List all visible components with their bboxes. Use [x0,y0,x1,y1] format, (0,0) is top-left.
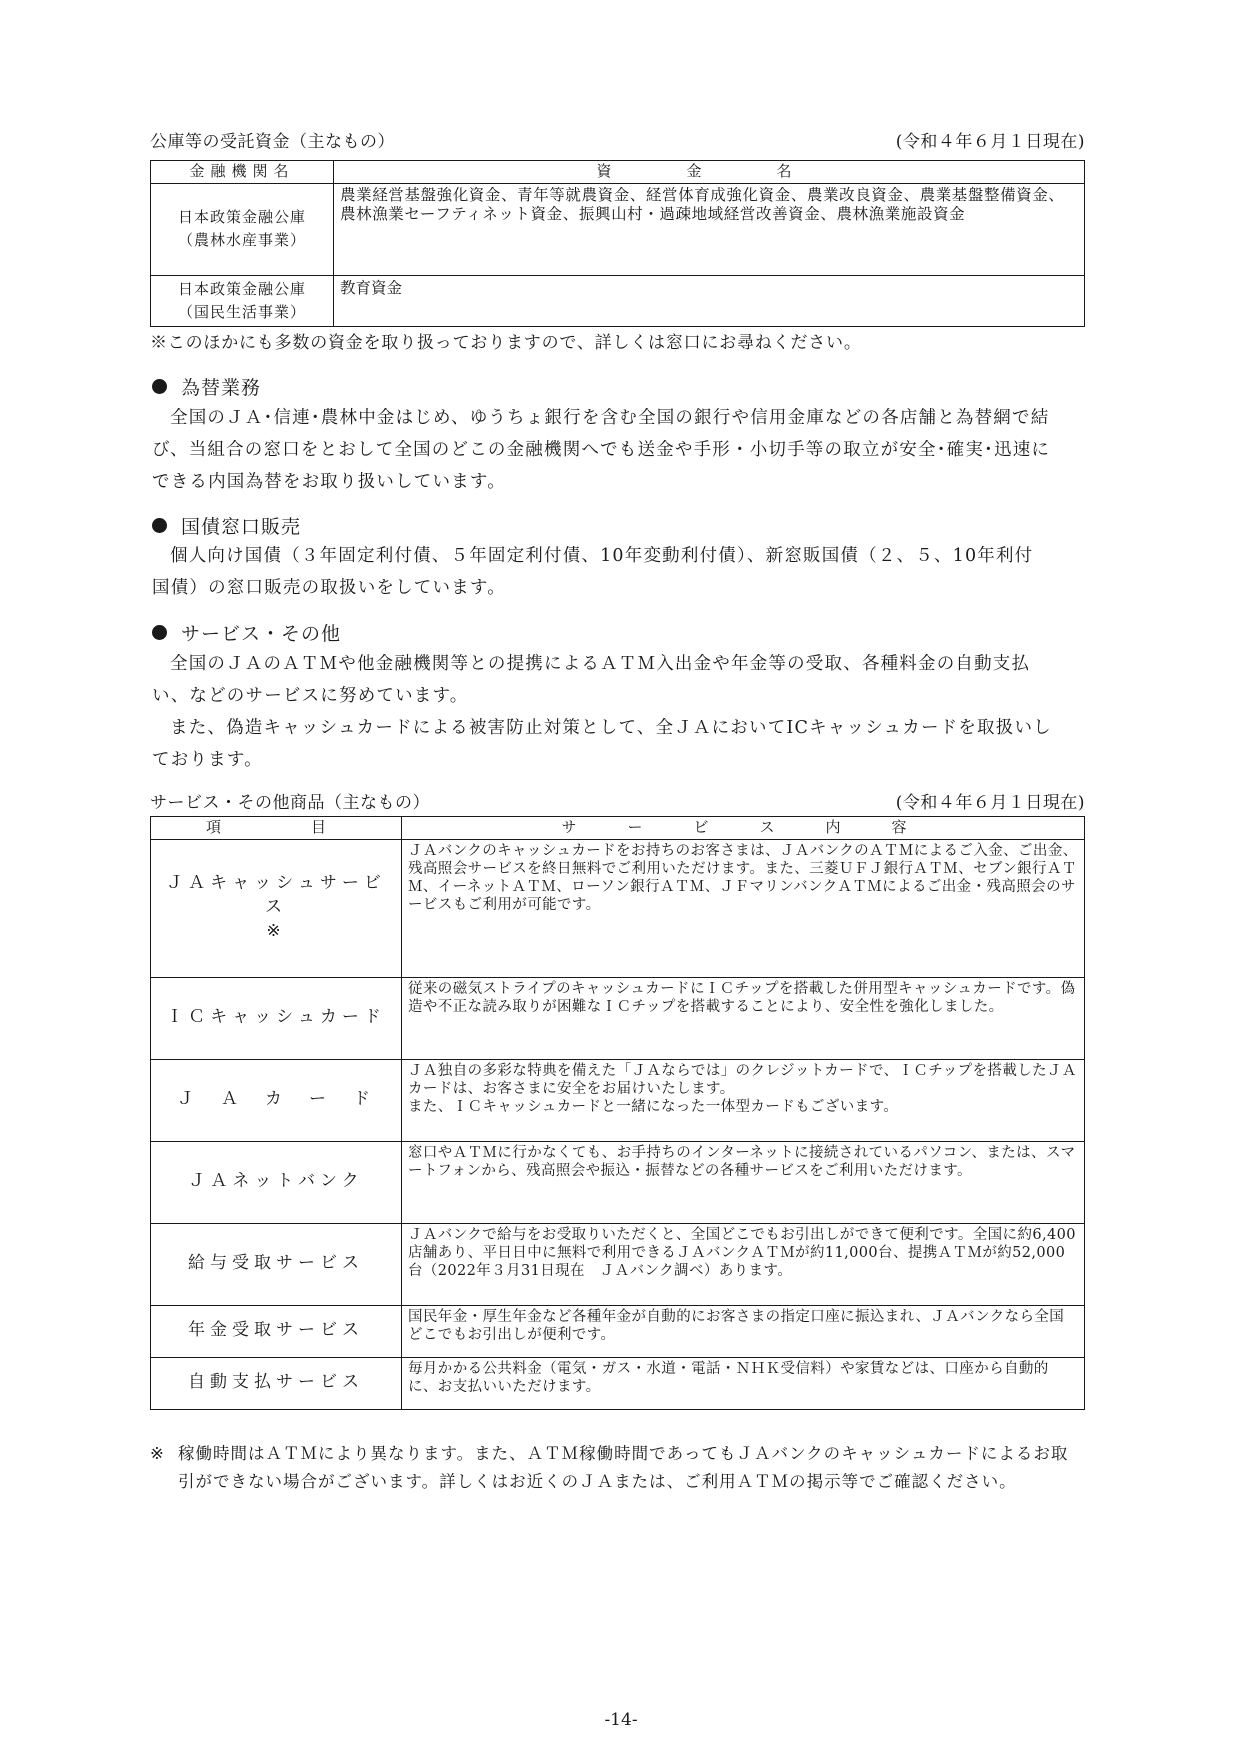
product-item-mark: ※ [266,920,286,941]
products-footnote [150,1440,1080,1496]
products-table [150,816,1085,1410]
institution-division: （国民生活事業） [177,302,306,321]
products-header-content: サ ー ビ ス 内 容 [402,817,1085,840]
section-exchange-title: 為替業務 [181,377,262,399]
table-row [151,977,1085,1059]
institution-cell [151,275,334,327]
table-row [151,275,1085,327]
bullet-icon [152,518,167,533]
section-services-text-2: また、偽造キャッシュカードによる被害防止対策として、全ＪＡにおいてICキャッシュカードを取扱いしております。 [152,718,1052,770]
product-item-cell [151,839,402,977]
loans-caption: 公庫等の受託資金（主なもの） [150,132,395,152]
loans-table [150,160,1085,327]
product-item-name: 自動支払サービス [151,1357,402,1409]
products-header-row [151,817,1085,840]
loans-header-funds: 資 金 名 [334,161,1085,184]
loans-caption-row [150,127,1085,152]
table-row [151,1305,1085,1357]
institution-name: 日本政策金融公庫 [177,279,306,298]
product-description: 国民年金・厚生年金など各種年金が自動的にお客さまの指定口座に振込まれ、ＪＡバンクなら全国どこでもお引出しが便利です。 [402,1305,1085,1357]
loans-header-institution: 金融機関名 [151,161,334,184]
table-row [151,1223,1085,1305]
section-services-title: サービス・その他 [181,623,342,645]
section-bonds-text: 個人向け国債（３年固定利付債、５年固定利付債、10年変動利付債）、新窓販国債（２、５、10年利付国債）の窓口販売の取扱いをしています。 [152,546,1034,598]
section-exchange-heading [152,373,261,400]
bullet-icon [152,379,167,394]
product-item-name: ＩＣキャッシュカード [151,977,402,1059]
section-bonds-title: 国債窓口販売 [181,516,302,538]
product-item-name: Ｊ Ａ カ ー ド [151,1059,402,1141]
products-as-of-date: (令和４年６月１日現在) [895,793,1085,813]
products-header-item: 項 目 [151,817,402,840]
section-services-heading [152,619,341,646]
table-row [151,183,1085,275]
section-exchange-text: 全国のＪＡ･信連･農林中金はじめ、ゆうちょ銀行を含む全国の銀行や信用金庫などの各店舗と為替網で結び、当組合の窓口をとおして全国のどこの金融機関へでも送金や手形・小切手等の取立が安全･確実･迅速にできる内国為替をお取り扱いしています。 [152,408,1051,492]
funds-cell: 教育資金 [334,275,1085,327]
institution-division: （農林水産事業） [177,231,306,249]
product-item-name: 給与受取サービス [151,1223,402,1305]
product-description: 毎月かかる公共料金（電気・ガス・水道・電話・ＮＨＫ受信料）や家賃などは、口座から自動的に、お支払いいただけます。 [402,1357,1085,1409]
product-item-name: ＪＡキャッシュサービス [166,873,386,918]
product-description: 窓口やＡＴＭに行かなくても、お手持ちのインターネットに接続されているパソコン、または、スマートフォンから、残高照会や振込・振替などの各種サービスをご利用いただけます。 [402,1141,1085,1223]
section-bonds-heading [152,512,301,539]
bullet-icon [152,625,167,640]
page-number: -14- [604,1710,638,1730]
table-row [151,1141,1085,1223]
product-description: 従来の磁気ストライプのキャッシュカードにＩＣチップを搭載した併用型キャッシュカードです。偽造や不正な読み取りが困難なＩＣチップを搭載することにより、安全性を強化しました。 [402,977,1085,1059]
loans-as-of-date: (令和４年６月１日現在) [895,132,1085,152]
table-row [151,1059,1085,1141]
footnote-mark: ※ [150,1444,165,1463]
product-item-name: 年金受取サービス [151,1305,402,1357]
loans-header-row [151,161,1085,184]
product-description: ＪＡバンクのキャッシュカードをお持ちのお客さまは、ＪＡバンクのＡＴＭによるご入金、ご出金、残高照会サービスを終日無料でご利用いただけます。また、三菱ＵＦＪ銀行ＡＴＭ、セブン銀行ＡＴＭ、イーネットＡＴＭ、ローソン銀行ＡＴＭ、ＪＦマリンバンクＡＴＭによるご出金・残高照会のサービスもご利用が可能です。 [402,839,1085,977]
product-description: ＪＡバンクで給与をお受取りいただくと、全国どこでもお引出しができて便利です。全国に約6,400店舗あり、平日日中に無料で利用できるＪＡバンクＡＴＭが約11,000台、提携ＡＴＭが約52,000台（2022年３月31日現在 ＪＡバンク調べ）あります。 [402,1223,1085,1305]
footnote-text: 稼働時間はＡＴＭにより異なります。また、ＡＴＭ稼働時間であってもＪＡバンクのキャッシュカードによるお取引ができない場合がございます。詳しくはお近くのＪＡまたは、ご利用ＡＴＭの掲示等でご確認ください。 [178,1444,1069,1491]
products-caption-row [150,788,1085,813]
products-caption: サービス・その他商品（主なもの） [150,793,430,813]
table-row [151,1357,1085,1409]
institution-cell [151,183,334,275]
institution-name: 日本政策金融公庫 [177,207,306,226]
product-item-name: ＪＡネットバンク [151,1141,402,1223]
funds-cell: 農業経営基盤強化資金、青年等就農資金、経営体育成強化資金、農業改良資金、農業基盤整備資金、農林漁業セーフティネット資金、振興山村・過疎地域経営改善資金、農林漁業施設資金 [334,183,1085,275]
table-row [151,839,1085,977]
section-services-text-1: 全国のＪＡのＡＴＭや他金融機関等との提携によるＡＴＭ入出金や年金等の受取、各種料金の自動支払い、などのサービスに努めています。 [152,654,1031,706]
product-description: ＪＡ独自の多彩な特典を備えた「ＪＡならでは」のクレジットカードで、ＩＣチップを搭載したＪＡカードは、お客さまに安全をお届けいたします。 また、ＩＣキャッシュカードと一緒になった一体型カードもございます。 [402,1059,1085,1141]
loans-note: ※このほかにも多数の資金を取り扱っておりますので、詳しくは窓口にお尋ねください。 [150,333,862,353]
